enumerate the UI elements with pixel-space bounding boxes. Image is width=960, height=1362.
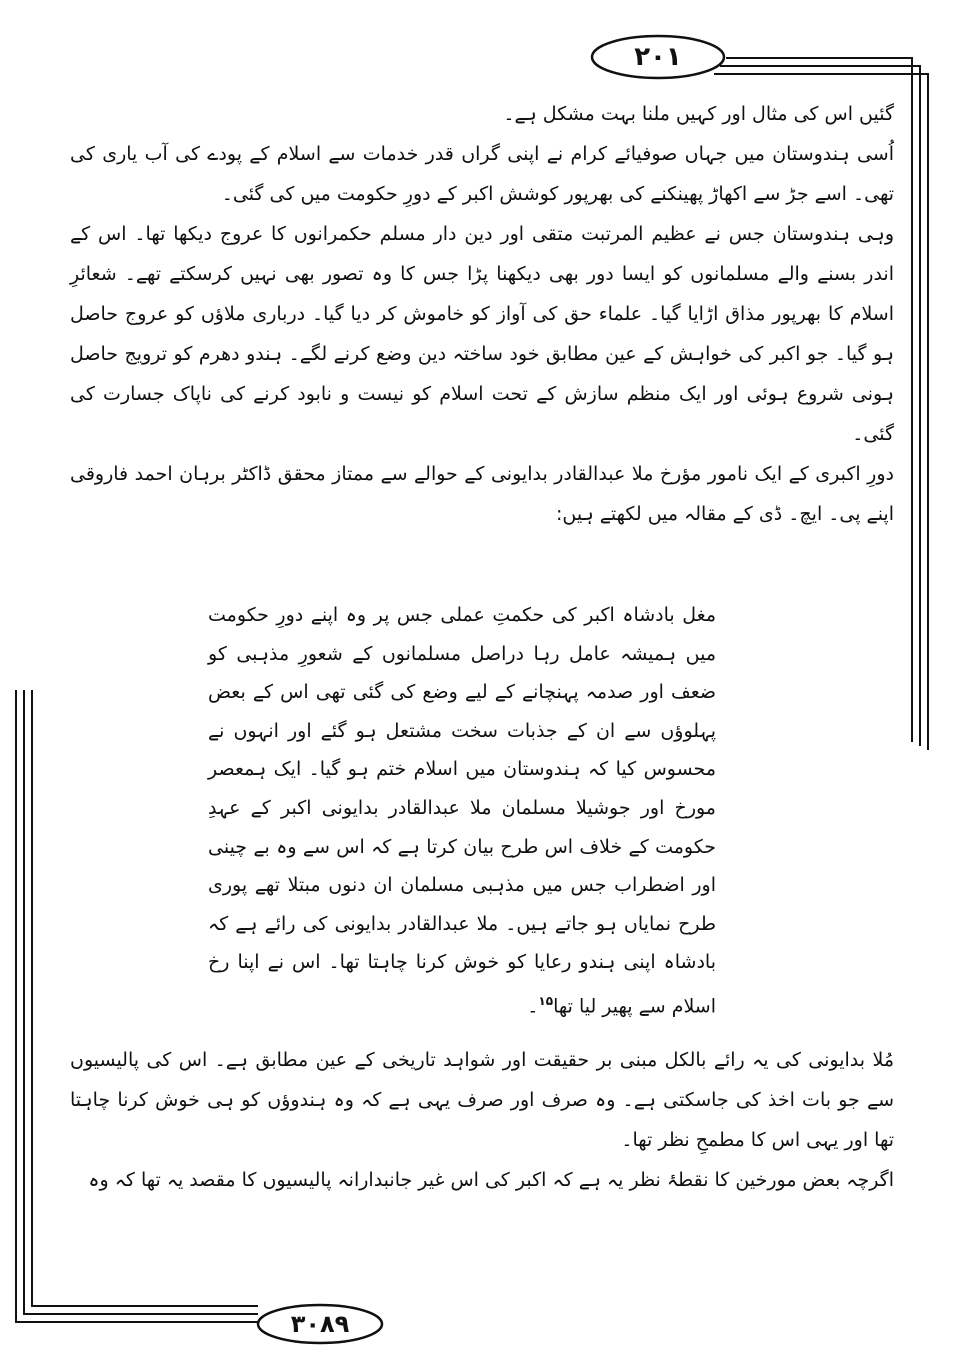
quote-end-mark: ۔ [527,995,539,1018]
body-text-top [70,94,894,534]
quote-text: مغل بادشاہ اکبر کی حکمتِ عملی جس پر وہ اپنے دورِ حکومت میں ہمیشہ عامل رہا دراصل مسلمانوں کے شعورِ مذہبی کو ضعف اور صدمہ پہنچانے کے لیے وضع کی گئی تھی اس کے بعض پہلوؤں سے ان کے جذبات سخت مشتعل ہو گئے اور انہوں نے محسوس کیا کہ ہندوستان میں اسلام ختم ہو گیا۔ ایک ہمعصر مورخ اور جوشیلا مسلمان ملا عبدالقادر بدایونی اکبر کے عہدِ حکومت کے خلاف اس طرح بیان کرتا ہے کہ اس سے وہ بے چینی اور اضطراب جس میں مذہبی مسلمان ان دنوں مبتلا تھے پوری طرح نمایاں ہو جاتے ہیں۔ ملا عبدالقادر بدایونی کی رائے ہے کہ بادشاہ اپنی ہندو رعایا کو خوش کرنا چاہتا تھا۔ اس نے اپنا رخ اسلام سے پھیر لیا تھا [208,604,716,1018]
body-text-bottom [70,1040,894,1200]
footnote-marker: ۱۵ [538,993,554,1008]
block-quote [208,596,716,1026]
page-number-bottom: ۳۰۸۹ [290,1310,350,1338]
page-number-top: ۲۰۱ [634,42,682,72]
paragraph: دورِ اکبری کے ایک نامور مؤرخ ملا عبدالقادر بدایونی کے حوالے سے ممتاز محقق ڈاکٹر برہان احمد فاروقی اپنے پی۔ ایچ۔ ڈی کے مقالہ میں لکھتے ہیں: [70,463,894,525]
paragraph: وہی ہندوستان جس نے عظیم المرتبت متقی اور دین دار مسلم حکمرانوں کا عروج دیکھا تھا۔ اس کے اندر بسنے والے مسلمانوں کو ایسا دور بھی دیکھنا پڑا جس کا وہ تصور بھی نہیں کرسکتے تھے۔ شعائرِ اسلام کا بھرپور مذاق اڑایا گیا۔ علماء حق کی آواز کو خاموش کر دیا گیا۔ درباری ملاؤں کو عروج حاصل ہو گیا۔ جو اکبر کی خواہش کے عین مطابق خود ساختہ دین وضع کرنے لگے۔ ہندو دھرم کو ترویج حاصل ہونی شروع ہوئی اور ایک منظم سازش کے تحت اسلام کو نیست و نابود کرنے کی ناپاک جسارت کی گئی۔ [70,223,894,445]
quote-paragraph [208,596,716,1026]
paragraph: مُلا بدایونی کی یہ رائے بالکل مبنی بر حقیقت اور شواہد تاریخی کے عین مطابق ہے۔ اس کی پالیسیوں سے جو بات اخذ کی جاسکتی ہے۔ وہ صرف اور صرف یہی ہے کہ وہ ہندوؤں کو ہی خوش کرنا چاہتا تھا اور یہی اس کا مطمحِ نظر تھا۔ [70,1049,894,1151]
paragraph: اُسی ہندوستان میں جہاں صوفیائے کرام نے اپنی گراں قدر خدمات سے اسلام کے پودے کی آب یاری کی تھی۔ اسے جڑ سے اکھاڑ پھینکنے کی بھرپور کوشش اکبر کے دورِ حکومت میں کی گئی۔ [70,143,894,205]
paragraph: اگرچہ بعض مورخین کا نقطۂ نظر یہ ہے کہ اکبر کی اس غیر جانبدارانہ پالیسیوں کا مقصد یہ تھا کہ وہ [88,1169,894,1191]
paragraph: گئیں اس کی مثال اور کہیں ملنا بہت مشکل ہے۔ [503,103,894,125]
